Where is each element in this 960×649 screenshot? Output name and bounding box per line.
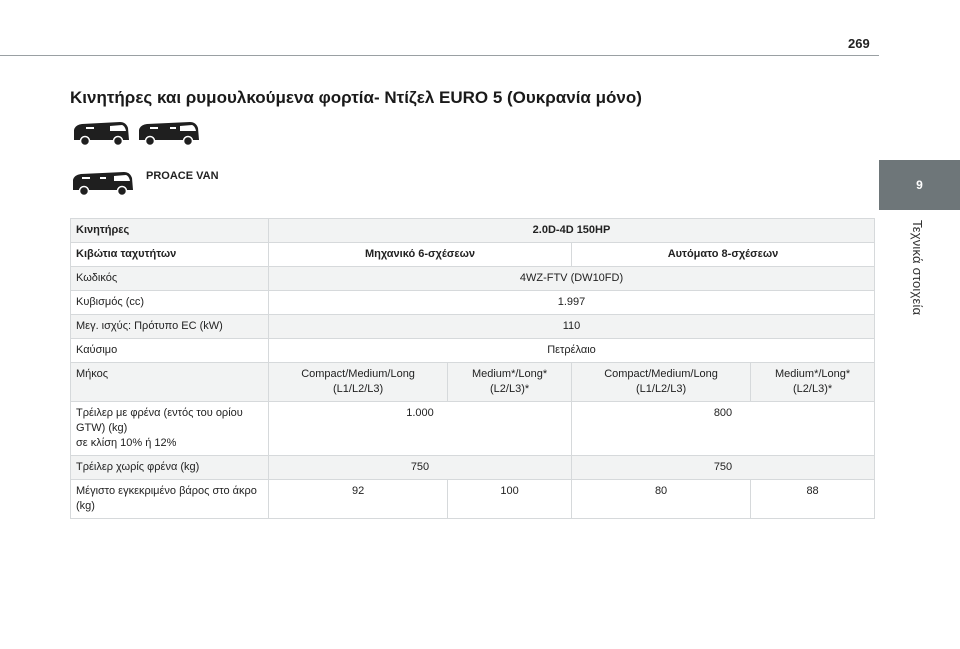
length-line: Compact/Medium/Long (301, 368, 415, 380)
gearbox-manual: Μηχανικό 6-σχέσεων (269, 243, 572, 267)
van-medium-icon (70, 168, 136, 198)
header-divider (0, 55, 879, 56)
gearbox-auto: Αυτόματο 8-σχέσεων (571, 243, 874, 267)
displacement-label: Κυβισμός (cc) (71, 291, 269, 315)
nose-weight-value: 88 (751, 480, 875, 519)
length-cell (448, 363, 572, 402)
braked-label-line: Τρέιλερ με φρένα (εντός του ορίου (76, 407, 243, 419)
length-label: Μήκος (71, 363, 269, 402)
braked-label-line: GTW) (kg) (76, 422, 128, 434)
nose-label-line: (kg) (76, 500, 95, 512)
length-cell (751, 363, 875, 402)
braked-auto-value: 800 (571, 402, 874, 456)
code-value: 4WZ-FTV (DW10FD) (269, 267, 875, 291)
engines-label: Κινητήρες (71, 219, 269, 243)
specifications-table (70, 218, 875, 519)
length-line: Medium*/Long* (471, 368, 548, 380)
nose-weight-value: 80 (571, 480, 750, 519)
length-code: (L1/L2/L3) (333, 383, 384, 395)
table-row (71, 291, 875, 315)
engine-value: 2.0D-4D 150HP (269, 219, 875, 243)
length-line: Medium*/Long* (774, 368, 851, 380)
van-compact-icon (70, 118, 132, 148)
table-row (71, 267, 875, 291)
braked-manual-value: 1.000 (269, 402, 572, 456)
displacement-value: 1.997 (269, 291, 875, 315)
table-row (71, 456, 875, 480)
power-label: Μεγ. ισχύς: Πρότυπο EC (kW) (71, 315, 269, 339)
chapter-number: 9 (916, 178, 923, 192)
length-code: (L2/L3)* (490, 383, 530, 395)
gearbox-label: Κιβώτια ταχυτήτων (71, 243, 269, 267)
nose-label-line: Μέγιστο εγκεκριμένο βάρος στο άκρο (76, 485, 257, 497)
nose-weight-value: 92 (269, 480, 448, 519)
power-value: 110 (269, 315, 875, 339)
length-code: (L1/L2/L3) (635, 383, 687, 395)
unbraked-trailer-label: Τρέιλερ χωρίς φρένα (kg) (71, 456, 269, 480)
nose-weight-value: 100 (448, 480, 572, 519)
chapter-tab[interactable] (879, 160, 960, 210)
unbraked-manual-value: 750 (269, 456, 572, 480)
unbraked-auto-value: 750 (571, 456, 874, 480)
page-number: 269 (848, 36, 870, 51)
length-cell (571, 363, 750, 402)
table-row (71, 315, 875, 339)
table-row (71, 243, 875, 267)
model-name: PROACE VAN (146, 170, 219, 182)
table-row (71, 402, 875, 456)
fuel-label: Καύσιμο (71, 339, 269, 363)
van-long-icon (136, 118, 202, 148)
table-row (71, 339, 875, 363)
table-row (71, 480, 875, 519)
table-row (71, 363, 875, 402)
code-label: Κωδικός (71, 267, 269, 291)
fuel-value: Πετρέλαιο (269, 339, 875, 363)
chapter-label: Τεχνικά στοιχεία (910, 220, 925, 316)
length-code: (L2/L3)* (793, 383, 833, 395)
nose-weight-label (71, 480, 269, 519)
braked-label-line: σε κλίση 10% ή 12% (76, 437, 177, 449)
page-title: Κινητήρες και ρυμουλκούμενα φορτία- Ντίζελ EURO 5 (Ουκρανία μόνο) (70, 88, 642, 107)
length-line: Compact/Medium/Long (604, 368, 718, 380)
length-cell (269, 363, 448, 402)
braked-trailer-label (71, 402, 269, 456)
table-row (71, 219, 875, 243)
